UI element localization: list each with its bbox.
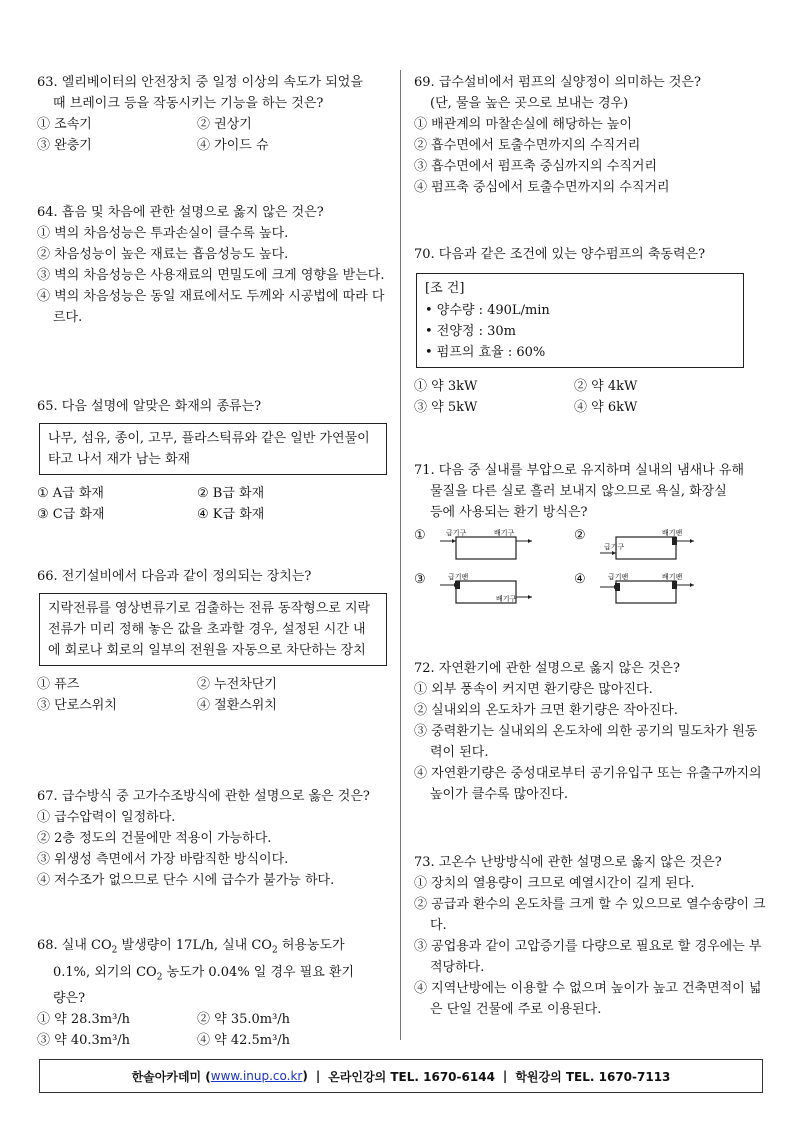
- label-exhaust-fan: 배기팬: [662, 573, 683, 581]
- question-69: [414, 72, 766, 198]
- question-stem: 66. 전기설비에서 다음과 같이 정의되는 장치는?: [37, 569, 312, 584]
- question-stem: 71. 다음 중 실내를 부압으로 유지하며 실내의 냄새나 유해 물질을 다른 실로 흘러 보내지 않으므로 욕실, 화장실 등에 사용되는 환기 방식은?: [414, 463, 745, 520]
- footer-separator: |: [502, 1069, 508, 1083]
- option-1: ① 약 28.3m³/h: [37, 1012, 131, 1028]
- question-stem: 63. 엘리베이터의 안전장치 중 일정 이상의 속도가 되었을 때 브레이크 등을 작동시키는 기능을 하는 것은?: [37, 75, 363, 111]
- label-supply-opening: 급기구: [446, 529, 467, 537]
- description-box: 나무, 섬유, 종이, 고무, 플라스틱류와 같은 일반 가연물이 타고 나서 재가 남는 화재: [39, 423, 387, 475]
- footer-academy: 한솔아카데미 (: [131, 1069, 211, 1084]
- option-4: ④ 약 42.5m³/h: [197, 1033, 291, 1049]
- label-exhaust-opening: 배기구: [494, 529, 515, 537]
- option-1: ① 퓨즈: [37, 677, 80, 692]
- exhaust-fan-icon: [672, 537, 677, 545]
- footer-online-phone: 온라인강의 TEL. 1670-6144: [328, 1069, 495, 1084]
- option-3: ③ 약 5kW: [414, 400, 478, 415]
- diagram-fan-supply-fan-exhaust: [596, 571, 706, 607]
- question-66: [37, 566, 387, 716]
- footer-website-link[interactable]: www.inup.co.kr: [210, 1069, 303, 1083]
- condition-efficiency: • 펌프의 효율 : 60%: [425, 345, 546, 360]
- exhaust-fan-icon: [672, 581, 677, 589]
- column-divider: [400, 70, 401, 1040]
- question-63: [37, 72, 387, 156]
- option-2: ② 누전차단기: [197, 677, 277, 692]
- option-2: ② 차음성능이 높은 재료는 흡음성능도 높다.: [37, 247, 289, 262]
- option-1: ① 조속기: [37, 117, 92, 132]
- option-3: ③ C급 화재: [37, 507, 105, 522]
- options: [37, 483, 387, 525]
- question-72: [414, 658, 766, 805]
- option-1: ① 외부 풍속이 커지면 환기량은 많아진다.: [414, 682, 653, 697]
- question-stem: 72. 자연환기에 관한 설명으로 옳지 않은 것은?: [414, 661, 680, 676]
- option-2: ② 실내외의 온도차가 크면 환기량은 작아진다.: [414, 703, 678, 718]
- option-2: ② 약 4kW: [574, 379, 638, 394]
- option-2: ② 공급과 환수의 온도차를 크게 할 수 있으므로 열수송량이 크다.: [414, 897, 766, 933]
- option-2: ② 급기구 배기팬: [574, 527, 766, 563]
- options: [37, 114, 387, 156]
- question-67: [37, 786, 387, 891]
- label-supply-fan: 급기팬: [448, 573, 469, 581]
- question-65: [37, 396, 387, 525]
- question-stem: 65. 다음 설명에 알맞은 화재의 종류는?: [37, 399, 262, 414]
- footer-offline-phone: 학원강의 TEL. 1670-7113: [515, 1069, 671, 1084]
- option-1: ① 급수압력이 일정하다.: [37, 810, 176, 825]
- supply-fan-icon: [615, 583, 620, 591]
- options: [37, 674, 387, 716]
- option-1: ① A급 화재: [37, 486, 104, 501]
- question-stem: 69. 급수설비에서 펌프의 실양정이 의미하는 것은? (단, 물을 높은 곳으로 보내는 경우): [414, 75, 701, 111]
- arrow-in-head: [452, 539, 456, 543]
- option-3: ③ 중력환기는 실내외의 온도차에 의한 공기의 밀도차가 원동력이 된다.: [414, 724, 758, 760]
- page-footer: [39, 1059, 763, 1093]
- question-stem: 68. 실내 $CO_2$ 발생량이 17L/h, 실내 $CO_2$ 허용농도가 0.1%, 외기의 $CO_2$ 농도가 0.04% 일 경우 필요 환기 량은?: [37, 938, 355, 1007]
- label-supply-opening: 급기구: [604, 543, 625, 551]
- options: [37, 1009, 387, 1051]
- option-3: ③ 약 40.3m³/h: [37, 1033, 131, 1049]
- question-stem: 67. 급수방식 중 고가수조방식에 관한 설명으로 옳은 것은?: [37, 789, 370, 804]
- option-4: ④ 급기팬 배기팬: [574, 571, 766, 607]
- condition-title: [조 건]: [425, 281, 465, 296]
- option-1: ① 장치의 열용량이 크므로 예열시간이 길게 된다.: [414, 876, 695, 891]
- option-4: ④ 벽의 차음성능은 동일 재료에서도 두께와 시공법에 따라 다르다.: [37, 289, 385, 325]
- options: [414, 376, 766, 418]
- diagram-natural-supply-natural-exhaust: [436, 527, 546, 563]
- option-3: ③ 흡수면에서 펌프축 중심까지의 수직거리: [414, 159, 658, 174]
- question-73: [414, 852, 766, 1020]
- question-68: [37, 935, 387, 1051]
- condition-flow: • 양수량 : 490L/min: [425, 303, 550, 318]
- option-2: ② B급 화재: [197, 486, 265, 501]
- label-exhaust-fan: 배기팬: [662, 529, 683, 537]
- label-supply-fan: 급기팬: [608, 573, 629, 581]
- question-stem: 70. 다음과 같은 조건에 있는 양수펌프의 축동력은?: [414, 247, 706, 262]
- option-4: ④ 지역난방에는 이용할 수 없으며 높이가 높고 건축면적이 넓은 단일 건물에 주로 이용된다.: [414, 981, 762, 1017]
- option-4: ④ 가이드 슈: [197, 138, 269, 153]
- option-1: ① 약 3kW: [414, 379, 478, 394]
- option-2: ② 약 35.0m³/h: [197, 1012, 291, 1028]
- option-3: ③ 위생성 측면에서 가장 바람직한 방식이다.: [37, 852, 289, 867]
- arrow-out-head: [528, 539, 532, 543]
- option-4: ④ K급 화재: [197, 507, 265, 522]
- question-stem: 73. 고온수 난방방식에 관한 설명으로 옳지 않은 것은?: [414, 855, 722, 870]
- definition-box: 지락전류를 영상변류기로 검출하는 전류 동작형으로 지락전류가 미리 정해 놓은 값을 초과할 경우, 설정된 시간 내에 회로나 회로의 일부의 전원을 자동으로 차단하는 장치: [39, 593, 387, 666]
- footer-separator: |: [315, 1069, 321, 1083]
- option-4: ④ 약 6kW: [574, 400, 638, 415]
- question-71: [414, 460, 766, 607]
- option-4: ④ 절환스위치: [197, 698, 277, 713]
- option-1: ① 배관계의 마찰손실에 해당하는 높이: [414, 117, 632, 132]
- condition-head: • 전양정 : 30m: [425, 324, 516, 339]
- diagram-fan-supply-natural-exhaust: [436, 571, 546, 607]
- option-3: ③ 공업용과 같이 고압증기를 다량으로 필요로 할 경우에는 부적당하다.: [414, 939, 762, 975]
- option-1: ① 벽의 차음성능은 투과손실이 클수록 높다.: [37, 226, 289, 241]
- option-3: ③ 급기팬 배기구: [414, 571, 574, 607]
- question-64: [37, 202, 387, 328]
- option-2: ② 흡수면에서 토출수면까지의 수직거리: [414, 138, 641, 153]
- question-70: [414, 244, 766, 418]
- label-exhaust-opening: 배기구: [496, 595, 517, 603]
- option-4: ④ 자연환기량은 중성대로부터 공기유입구 또는 유출구까지의 높이가 클수록 많아진다.: [414, 766, 762, 802]
- ventilation-options: [414, 527, 766, 607]
- option-3: ③ 벽의 차음성능은 사용재료의 면밀도에 크게 영향을 받는다.: [37, 268, 385, 283]
- option-3: ③ 완충기: [37, 138, 92, 153]
- footer-academy-close: ): [302, 1069, 308, 1083]
- option-1: ① 급기구 배기구: [414, 527, 574, 563]
- option-4: ④ 펌프축 중심에서 토출수면까지의 수직거리: [414, 180, 670, 195]
- option-2: ② 2층 정도의 건물에만 적용이 가능하다.: [37, 831, 272, 846]
- diagram-natural-supply-fan-exhaust: [596, 527, 706, 563]
- option-3: ③ 단로스위치: [37, 698, 117, 713]
- condition-box: [416, 273, 744, 368]
- supply-fan-icon: [455, 581, 460, 589]
- option-4: ④ 저수조가 없으므로 단수 시에 급수가 불가능 하다.: [37, 873, 335, 888]
- option-2: ② 권상기: [197, 117, 252, 132]
- question-stem: 64. 흡음 및 차음에 관한 설명으로 옳지 않은 것은?: [37, 205, 324, 220]
